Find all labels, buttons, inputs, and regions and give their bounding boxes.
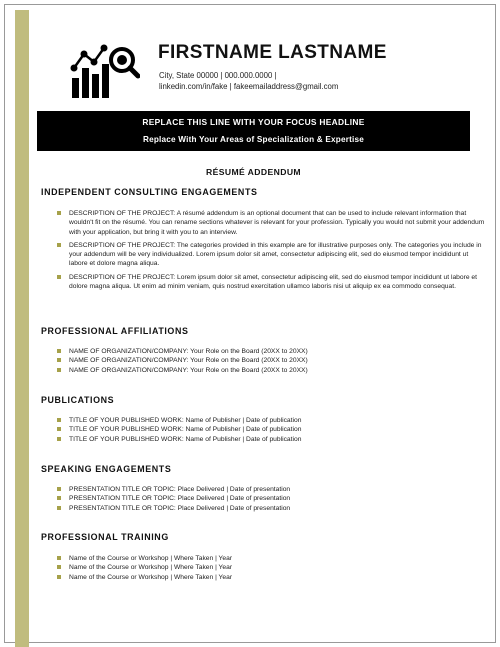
section-publications: [41, 395, 471, 444]
section-speaking: [41, 464, 471, 513]
list-item: NAME OF ORGANIZATION/COMPANY: Your Role on the Board (20XX to 20XX): [41, 366, 471, 375]
bullet-icon: [57, 427, 61, 431]
specialization-line: Replace With Your Areas of Specialization & Expertise: [142, 135, 365, 144]
section-heading: INDEPENDENT CONSULTING ENGAGEMENTS: [41, 187, 258, 197]
list-item: DESCRIPTION OF THE PROJECT: A résumé addendum is an optional document that can be used to include relevant information that wouldn't fit on the résumé. You can rename sections whatever is relevant for your profession. Typically you would not submit your addendum with your application, but bring it with you to an interview.: [41, 209, 487, 237]
bullet-icon: [57, 506, 61, 510]
list-item: DESCRIPTION OF THE PROJECT: The categories provided in this example are for illustrative purposes only. The categories you include in your addendum will be very individualized. Lorem ipsum dolor sit amet, consectetur adipiscing elit, sed do eiusmod tempor incididunt ut labore et dolore magna aliqua.: [41, 241, 487, 269]
document-title: RÉSUMÉ ADDENDUM: [206, 167, 301, 177]
list-item: NAME OF ORGANIZATION/COMPANY: Your Role on the Board (20XX to 20XX): [41, 356, 471, 365]
list-item: TITLE OF YOUR PUBLISHED WORK: Name of Publisher | Date of publication: [41, 435, 471, 444]
bullet-icon: [57, 496, 61, 500]
candidate-name: FIRSTNAME LASTNAME: [158, 42, 387, 63]
bullet-icon: [57, 368, 61, 372]
list-item: PRESENTATION TITLE OR TOPIC: Place Delivered | Date of presentation: [41, 504, 471, 513]
section-heading: PROFESSIONAL TRAINING: [41, 532, 169, 542]
section-heading: PUBLICATIONS: [41, 395, 115, 405]
section-heading: PROFESSIONAL AFFILIATIONS: [41, 326, 189, 336]
list-item: Name of the Course or Workshop | Where Taken | Year: [41, 573, 471, 582]
bullet-icon: [57, 358, 61, 362]
list-item: NAME OF ORGANIZATION/COMPANY: Your Role on the Board (20XX to 20XX): [41, 347, 471, 356]
contact-info: [159, 70, 338, 92]
contact-line-2: linkedin.com/in/fake | fakeemailaddress@gmail.com: [159, 82, 339, 91]
contact-line-1: City, State 00000 | 000.000.0000 |: [159, 71, 277, 80]
bullet-icon: [57, 418, 61, 422]
analytics-chart-icon: [70, 42, 140, 100]
bullet-icon: [57, 575, 61, 579]
bullet-icon: [57, 349, 61, 353]
section-training: [41, 532, 471, 582]
list-item: TITLE OF YOUR PUBLISHED WORK: Name of Publisher | Date of publication: [41, 425, 471, 434]
list-item: PRESENTATION TITLE OR TOPIC: Place Delivered | Date of presentation: [41, 485, 471, 494]
section-consulting: [41, 187, 485, 295]
list-item: TITLE OF YOUR PUBLISHED WORK: Name of Publisher | Date of publication: [41, 416, 471, 425]
section-affiliations: [41, 326, 471, 375]
list-item: PRESENTATION TITLE OR TOPIC: Place Delivered | Date of presentation: [41, 494, 471, 503]
bullet-icon: [57, 487, 61, 491]
bullet-icon: [57, 565, 61, 569]
list-item: Name of the Course or Workshop | Where Taken | Year: [41, 563, 471, 572]
list-item: Name of the Course or Workshop | Where Taken | Year: [41, 554, 471, 563]
bullet-icon: [57, 211, 61, 215]
bullet-icon: [57, 437, 61, 441]
bullet-icon: [57, 275, 61, 279]
focus-headline: REPLACE THIS LINE WITH YOUR FOCUS HEADLINE: [142, 117, 365, 127]
section-heading: SPEAKING ENGAGEMENTS: [41, 464, 172, 474]
headline-banner: [37, 111, 470, 151]
accent-sidebar: [15, 10, 29, 647]
list-item: DESCRIPTION OF THE PROJECT: Lorem ipsum dolor sit amet, consectetur adipiscing elit, sed do eiusmod tempor incididunt ut labore et dolore magna aliqua. Ut enim ad minim veniam, quis nostrud exercitation ullamco laboris nisi ut aliquip ex ea commodo consequat.: [41, 273, 487, 292]
bullet-icon: [57, 243, 61, 247]
bullet-icon: [57, 556, 61, 560]
